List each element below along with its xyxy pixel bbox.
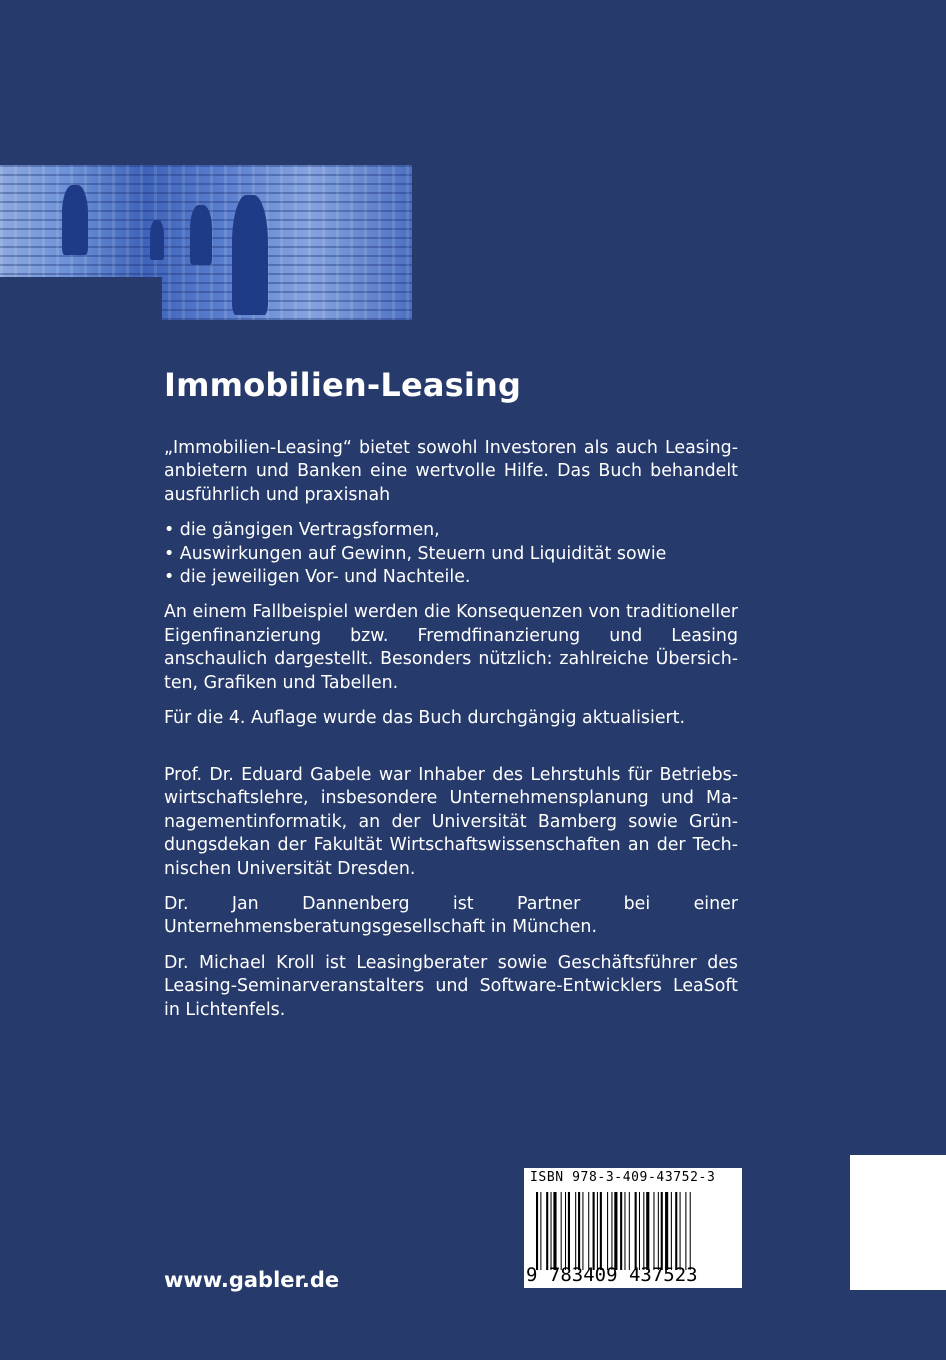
barcode-bar [611, 1192, 612, 1270]
edition-note: Für die 4. Auflage wurde das Buch durchgängig aktualisiert. [164, 708, 686, 729]
price-label-area [850, 1155, 946, 1290]
barcode-bar [643, 1192, 644, 1270]
barcode-bar [600, 1192, 602, 1270]
barcode-bar [680, 1192, 681, 1270]
barcode-bar [546, 1192, 548, 1270]
barcode-bar [675, 1192, 677, 1270]
barcode-bar [607, 1192, 608, 1270]
case-study-paragraph: An einem Fallbeispiel werden die Konsequenzen von traditioneller Eigenfinanzierung bzw. Fremdfinanzierung und Leasing anschaulich dargestellt. Besonders nützlich: zahlreiche Übersichten, Grafiken und Tabellen. [164, 602, 738, 693]
cover-photo-lower [162, 277, 412, 320]
isbn-label: ISBN 978-3-409-43752-3 [530, 1170, 716, 1185]
barcode-bar [553, 1192, 556, 1270]
barcode-bar [661, 1192, 663, 1270]
barcode-bar [646, 1192, 649, 1270]
feature-list [164, 519, 738, 589]
author-bio: Prof. Dr. Eduard Gabele war Inhaber des Lehrstuhls für Betriebswirtschaftslehre, insbesondere Unternehmensplanung und Managementinformatik, an der Universität Bamberg sowie Gründungsdekan der Fakultät Wirtschaftswissenschaften an der Technischen Universität Dresden. [164, 765, 738, 879]
barcode-bar [624, 1192, 625, 1270]
cover-photo [0, 165, 412, 277]
intro-paragraph: „Immobilien-Leasing“ bietet sowohl Investoren als auch Leasinganbietern und Banken eine wertvolle Hilfe. Das Buch behandelt ausführlich und praxisnah [164, 438, 738, 505]
list-item: • Auswirkungen auf Gewinn, Steuern und Liquidität sowie [164, 543, 738, 566]
book-description [164, 437, 738, 742]
barcode-bar [665, 1192, 668, 1270]
barcode-bar [540, 1192, 541, 1270]
barcode-bar [568, 1192, 570, 1270]
barcode-bar [620, 1192, 622, 1270]
barcode-bar [565, 1192, 566, 1270]
barcode-bar [597, 1192, 598, 1270]
author-bio: Dr. Jan Dannenberg ist Partner bei einer Unternehmensberatungsgesellschaft in München. [164, 894, 738, 938]
isbn-barcode [524, 1168, 742, 1288]
barcode-bar [551, 1192, 552, 1270]
barcode-bar [575, 1192, 576, 1270]
barcode-bar [578, 1192, 580, 1270]
barcode-bar [629, 1192, 630, 1270]
barcode-bar [536, 1192, 538, 1270]
barcode-bar [653, 1192, 654, 1270]
barcode-digits: 9 783409 437523 [526, 1264, 698, 1286]
barcode-bar [639, 1192, 640, 1270]
barcode-bar [593, 1192, 595, 1270]
list-item: • die jeweiligen Vor- und Nachteile. [164, 566, 738, 589]
barcode-bar [614, 1192, 617, 1270]
barcode-bars [536, 1192, 734, 1270]
barcode-bar [690, 1192, 691, 1270]
publisher-url[interactable]: www.gabler.de [164, 1268, 340, 1292]
author-bio: Dr. Michael Kroll ist Leasingberater sowie Geschäftsführer des Leasing-Seminarveranstalters und Software-Entwicklers LeaSoft in Lichtenfels. [164, 952, 738, 1020]
list-item: • die gängigen Vertragsformen, [164, 519, 738, 542]
barcode-bar [635, 1192, 637, 1270]
barcode-bar [671, 1192, 672, 1270]
barcode-bar [588, 1192, 589, 1270]
author-bios [164, 764, 738, 1034]
barcode-bar [685, 1192, 686, 1270]
barcode-bar [582, 1192, 583, 1270]
barcode-bar [658, 1192, 659, 1270]
barcode-bar [561, 1192, 562, 1270]
book-title: Immobilien-Leasing [164, 366, 522, 404]
